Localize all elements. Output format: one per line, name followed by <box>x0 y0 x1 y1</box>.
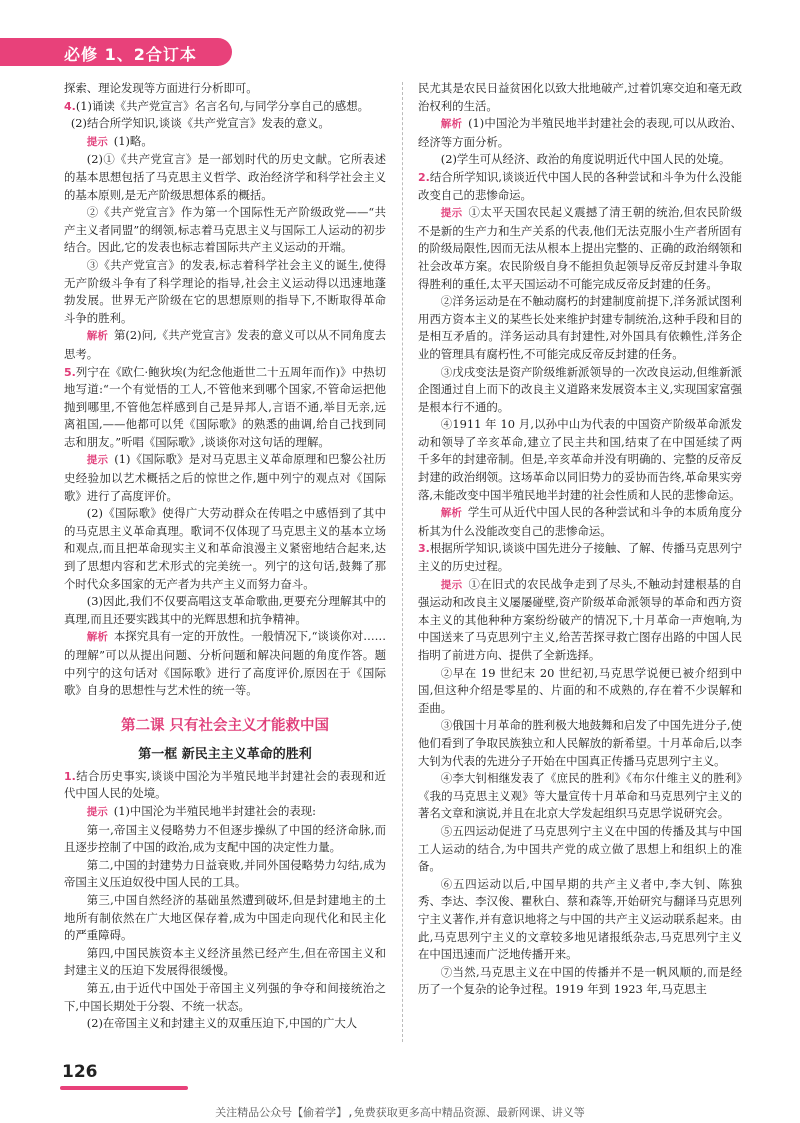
answer-paragraph: 第四,中国民族资本主义经济虽然已经产生,但在帝国主义和封建主义的压迫下发展得很缓慢。 <box>64 945 386 978</box>
analysis-label: 解析 <box>440 507 462 520</box>
answer-paragraph: ⑤五四运动促进了马克思列宁主义在中国的传播及其与中国工人运动的结合,为中国共产党的成立做了思想上和组织上的准备。 <box>418 823 742 874</box>
answer-paragraph: ⑥五四运动以后,中国早期的共产主义者中,李大钊、陈独秀、李达、李汉俊、瞿秋白、蔡和森等,开始研究与翻译马克思列宁主义著作,并有意识地将之与中国的共产主义运动联系起来。由此,马克思列宁主义的文章较多地见诸报纸杂志,马克思列宁主义在中国迅速而广泛地传播开来。 <box>418 876 742 962</box>
question-3 <box>418 540 742 575</box>
analysis-text: 本探究具有一定的开放性。一般情况下,“谈谈你对……的理解”可以从提出问题、分析问题和解决问题的角度作答。题中列宁的这句话对《国际歌》进行了高度评价,原因在于《国际歌》自身的思想性与艺术性的统一等。 <box>64 629 387 698</box>
page-number: 126 <box>62 1062 98 1082</box>
question-text: 列宁在《欧仁·鲍狄埃(为纪念他逝世二十五周年而作)》中热切地写道:“一个有觉悟的工人,不管他来到哪个国家,不管命运把他抛到哪里,不管他怎样感到自己是异邦人,言语不通,举目无亲,远离祖国,——他都可以凭《国际歌》的熟悉的曲调,给自己找到同志和朋友。”听唱《国际歌》,谈谈你对这句话的理解。 <box>64 364 386 449</box>
analysis-label: 解析 <box>86 330 108 343</box>
question-text: 结合所学知识,谈谈近代中国人民的各种尝试和斗争为什么没能改变自己的悲惨命运。 <box>418 169 742 202</box>
hint-text: ①在旧式的农民战争走到了尽头,不触动封建根基的自强运动和改良主义屡屡碰壁,资产阶级革命派领导的革命和西方资本主义的其他种种方案纷纷破产的情况下,十月革命一声炮响,为中国送来了马克思列宁主义,给苦苦探寻救亡图存出路的中国人民指明了前进方向、提供了全新选择。 <box>418 576 742 662</box>
question-text: (1)诵读《共产党宣言》名言名句,与同学分享自己的感想。 <box>75 98 369 113</box>
analysis-text: 学生可从近代中国人民的各种尝试和斗争的本质角度分析其为什么没能改变自己的悲惨命运。 <box>418 505 742 538</box>
right-column <box>418 80 742 999</box>
hint-text: (1)略。 <box>113 133 153 148</box>
question-4 <box>64 98 386 133</box>
analysis-text: 第(2)问,《共产党宣言》发表的意义可以从不同角度去思考。 <box>64 328 387 361</box>
hint-text: (1)中国沦为半殖民地半封建社会的表现: <box>113 803 317 818</box>
analysis-text: (2)学生可从经济、政治的角度说明近代中国人民的处境。 <box>440 152 731 167</box>
question-number: 4. <box>64 99 76 113</box>
lesson-title: 第二课 只有社会主义才能救中国 <box>120 717 330 734</box>
continued-text: 民尤其是农民日益贫困化以致大批地破产,过着饥寒交迫和毫无政治权利的生活。 <box>418 81 742 113</box>
question-text: 结合历史事实,谈谈中国沦为半殖民地半封建社会的表现和近代中国人民的处境。 <box>64 768 386 801</box>
hint-label: 提示 <box>440 207 463 220</box>
answer-paragraph: ⑦当然,马克思主义在中国的传播并不是一帆风顺的,而是经历了一个复杂的论争过程。1919 年到 1923 年,马克思主 <box>418 964 742 997</box>
analysis-text: (1)中国沦为半殖民地半封建社会的表现,可以从政治、经济等方面分析。 <box>418 116 742 149</box>
answer-paragraph: ③戊戌变法是资产阶级维新派领导的一次改良运动,但维新派企图通过自上而下的改良主义道路来发展资本主义,实现国家富强是根本行不通的。 <box>418 364 742 414</box>
question-text: (2)结合所学知识,谈谈《共产党宣言》发表的意义。 <box>70 116 330 131</box>
analysis-label: 解析 <box>86 631 108 644</box>
question-2 <box>418 169 742 204</box>
question-text: 根据所学知识,谈谈中国先进分子接触、了解、传播马克思列宁主义的历史过程。 <box>418 541 742 574</box>
hint-text: ①太平天国农民起义震撼了清王朝的统治,但农民阶级不是新的生产力和生产关系的代表,他们无法克服小生产者所固有的阶级局限性,因而无法从根本上提出完整的、正确的政治纲领和社会改革方案。农民阶级自身不能担负起领导反帝反封建斗争取得胜利的重任,太平天国运动不可能完成反帝反封建的任务。 <box>418 205 742 291</box>
analysis-label: 解析 <box>440 118 463 131</box>
left-column <box>64 80 386 1033</box>
answer-paragraph: 第五,由于近代中国处于帝国主义列强的争夺和间接统治之下,中国长期处于分裂、不统一状态。 <box>64 980 386 1013</box>
footer-note: 关注精品公众号【偷着学】,免费获取更多高中精品资源、最新网课、讲义等 <box>215 1106 585 1119</box>
question-1 <box>64 768 386 803</box>
answer-paragraph: (2)《国际歌》使得广大劳动群众在传唱之中感悟到了其中的马克思主义革命真理。歌词不仅体现了马克思主义的基本立场和观点,而且把革命现实主义和革命浪漫主义紧密地结合起来,达到了思想内容和艺术形式的完美统一。列宁的这句话,鼓舞了那个时代众多国家的无产者为共产主义而努力奋斗。 <box>64 506 386 591</box>
hint-label: 提示 <box>86 454 109 467</box>
answer-paragraph: (2)①《共产党宣言》是一部划时代的历史文献。它所表述的基本思想包括了马克思主义哲学、政治经济学和科学社会主义的基本原则,是无产阶级思想体系的概括。 <box>64 152 386 202</box>
hint-label: 提示 <box>440 578 463 591</box>
question-number: 2. <box>418 170 430 184</box>
hint-text: (1)《国际歌》是对马克思主义革命原理和巴黎公社历史经验加以艺术概括之后的惊世之作,题中列宁的观点对《国际歌》进行了高度评价。 <box>64 452 387 503</box>
answer-paragraph: ④1911 年 10 月,以孙中山为代表的中国资产阶级革命派发动和领导了辛亥革命,建立了民主共和国,结束了在中国延续了两千多年的封建帝制。但是,辛亥革命并没有明确的、完整的反帝反封建的政治纲领。这场革命以同旧势力的妥协而告终,革命果实旁落,未能改变中国半殖民地半封建的社会性质和人民的悲惨命运。 <box>418 417 742 502</box>
answer-paragraph: 第二,中国的封建势力日益衰败,并同外国侵略势力勾结,成为帝国主义压迫奴役中国人民的工具。 <box>64 857 386 890</box>
answer-paragraph: ②《共产党宣言》作为第一个国际性无产阶级政党——“共产主义者同盟”的纲领,标志着马克思主义与国际工人运动的初步结合。因此,它的发表也标志着国际共产主义运动的开端。 <box>64 205 386 255</box>
answer-paragraph: 第一,帝国主义侵略势力不但逐步操纵了中国的经济命脉,而且逐步控制了中国的政治,成为支配中国的决定性力量。 <box>64 822 386 855</box>
answer-paragraph: ②早在 19 世纪末 20 世纪初,马克思学说便已被介绍到中国,但这种介绍是零星的、片面的和不成熟的,存在着不少误解和歪曲。 <box>418 665 742 715</box>
answer-paragraph: ②洋务运动是在不触动腐朽的封建制度前提下,洋务派试图利用西方资本主义的某些长处来维护封建专制统治,这种手段和目的是相互矛盾的。洋务运动具有封建性,对外国具有依赖性,洋务企业的管理具有腐朽性,不可能完成反帝反封建的任务。 <box>418 294 742 361</box>
header-banner-title: 必修 1、2合订本 <box>64 45 197 64</box>
answer-paragraph: ③《共产党宣言》的发表,标志着科学社会主义的诞生,使得无产阶级斗争有了科学理论的指导,社会主义运动得以迅速地蓬勃发展。世界无产阶级在它的思想原则的指导下,不断取得革命斗争的胜利。 <box>64 257 386 325</box>
question-number: 1. <box>64 769 76 783</box>
hint-label: 提示 <box>86 805 108 818</box>
answer-paragraph: (3)因此,我们不仅要高唱这支革命歌曲,更要充分理解其中的真理,而且还要实践其中的光辉思想和抗争精神。 <box>64 594 386 626</box>
question-number: 3. <box>418 542 430 556</box>
section-title: 第一框 新民主主义革命的胜利 <box>138 746 312 762</box>
intro-text: 探索、理论发现等方面进行分析即可。 <box>64 81 258 95</box>
question-5 <box>64 364 386 452</box>
hint-label: 提示 <box>86 135 108 148</box>
page-number-underline <box>60 1086 188 1090</box>
answer-paragraph: ③俄国十月革命的胜利极大地鼓舞和启发了中国先进分子,使他们看到了争取民族独立和人民解放的新希望。十月革命后,以李大钊为代表的先进分子开始在中国真正传播马克思列宁主义。 <box>418 718 742 768</box>
column-divider <box>402 82 403 1042</box>
answer-paragraph: ④李大钊相继发表了《庶民的胜利》《布尔什维主义的胜利》《我的马克思主义观》等大量宣传十月革命和马克思列宁主义的著名文章和演说,并且在北京大学发起组织马克思学说研究会。 <box>418 771 742 821</box>
answer-paragraph: 第三,中国自然经济的基础虽然遭到破坏,但是封建地主的土地所有制依然在广大地区保存着,成为中国走向现代化和民主化的严重障碍。 <box>64 892 386 943</box>
answer-paragraph: (2)在帝国主义和封建主义的双重压迫下,中国的广大人 <box>86 1016 358 1031</box>
question-number: 5. <box>64 365 76 379</box>
